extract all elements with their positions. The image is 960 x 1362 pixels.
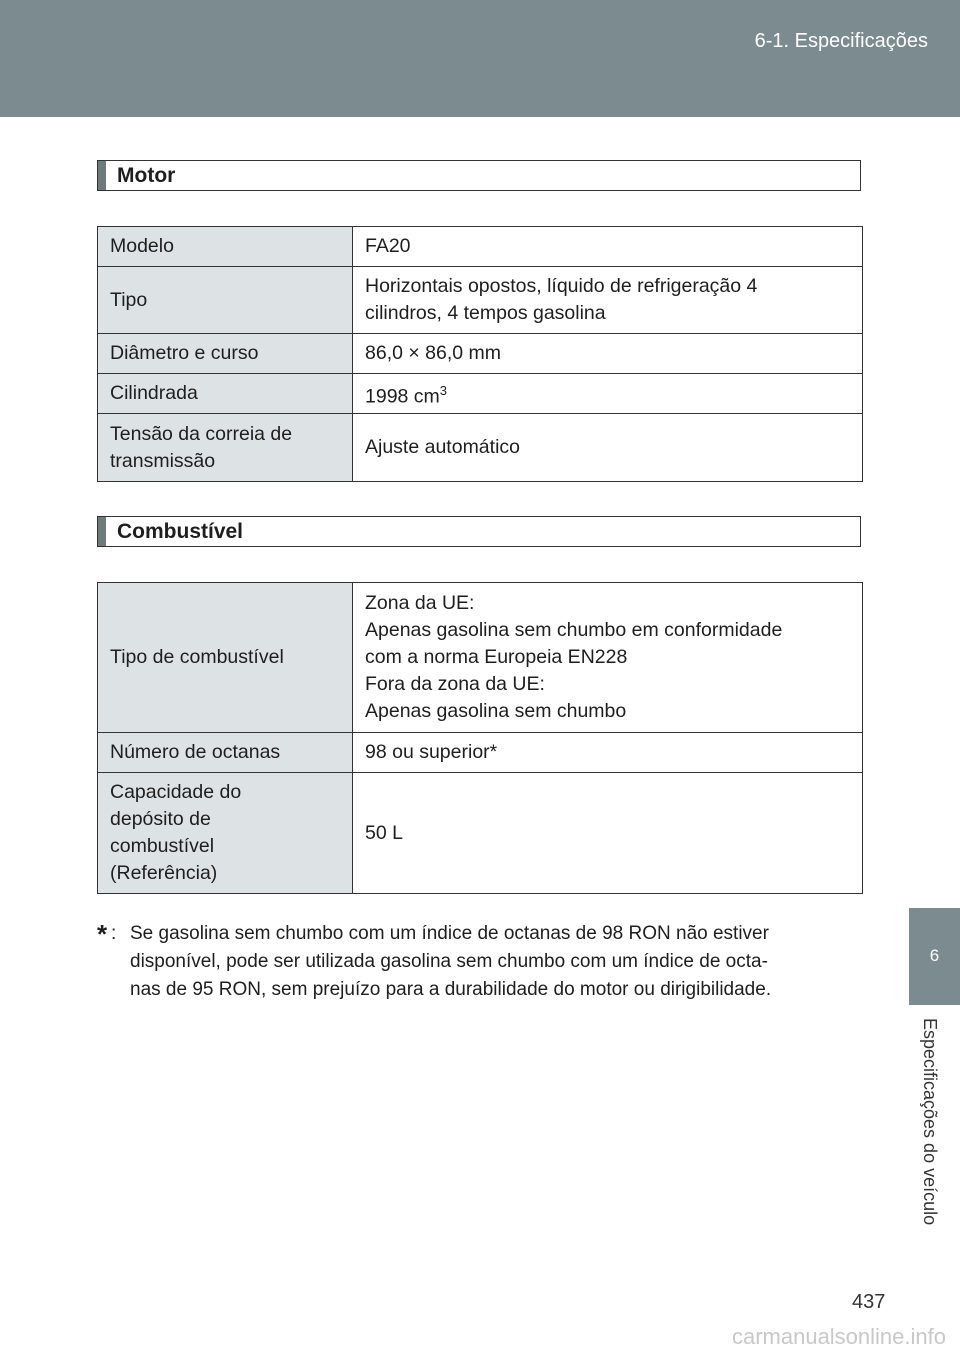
chapter-label-wrap: [910, 1018, 950, 1258]
row-value: [353, 583, 863, 733]
value-line: Apenas gasolina sem chumbo em conformidade: [365, 619, 783, 641]
value-superscript: 3: [439, 382, 448, 398]
row-value: 50 L: [353, 773, 863, 894]
row-label: Tipo de combustível: [98, 583, 353, 733]
motor-title: Motor: [117, 164, 176, 187]
table-row: [98, 773, 863, 894]
table-row: [98, 267, 863, 334]
footnote-marker: *: [97, 919, 108, 949]
row-value: 86,0 × 86,0 mm: [353, 334, 863, 374]
label-line: depósito de: [110, 808, 211, 830]
motor-table: [97, 226, 863, 482]
footnote-line: Se gasolina sem chumbo com um índice de octanas de 98 RON não estiver: [130, 923, 769, 944]
table-row: [98, 334, 863, 374]
watermark: carmanualsonline.info: [731, 1324, 946, 1349]
row-label: [98, 414, 353, 482]
chapter-label: Especificações do veículo: [920, 1018, 940, 1226]
fuel-title: Combustível: [117, 520, 244, 543]
row-label: Número de octanas: [98, 733, 353, 773]
label-line: combustível: [110, 835, 215, 857]
label-line: (Referência): [110, 862, 218, 884]
footnote: [97, 920, 861, 1004]
row-value: FA20: [353, 227, 863, 267]
footnote-colon: :: [111, 923, 117, 944]
row-value: 98 ou superior*: [353, 733, 863, 773]
footnote-line: disponível, pode ser utilizada gasolina sem chumbo com um índice de octa-: [130, 951, 768, 972]
value-line: Apenas gasolina sem chumbo: [365, 700, 627, 722]
row-label: [98, 773, 353, 894]
fuel-heading: [97, 516, 861, 547]
motor-heading: [97, 160, 861, 191]
value-line: com a norma Europeia EN228: [365, 646, 628, 668]
heading-accent: [98, 161, 106, 190]
chapter-tab[interactable]: [909, 908, 960, 1005]
section-title: 6-1. Especificações: [754, 30, 928, 52]
fuel-table: [97, 582, 863, 894]
row-label: Modelo: [98, 227, 353, 267]
heading-accent: [98, 517, 106, 546]
row-label: Cilindrada: [98, 374, 353, 414]
table-row: [98, 414, 863, 482]
table-row: [98, 227, 863, 267]
footnote-text: [130, 920, 861, 1004]
row-value: [353, 267, 863, 334]
row-label: Tipo: [98, 267, 353, 334]
value-line: Zona da UE:: [365, 592, 475, 614]
row-label: Diâmetro e curso: [98, 334, 353, 374]
value-line: Horizontais opostos, líquido de refrigeração 4: [365, 275, 758, 297]
value-line: cilindros, 4 tempos gasolina: [365, 302, 606, 324]
label-line: Tensão da correia de: [110, 422, 293, 445]
row-value: [353, 374, 863, 414]
table-row: [98, 374, 863, 414]
label-line: Capacidade do: [110, 781, 242, 803]
table-row: [98, 733, 863, 773]
row-value: Ajuste automático: [353, 414, 863, 482]
chapter-number: 6: [929, 946, 940, 965]
table-row: [98, 583, 863, 733]
header-bar: [0, 0, 960, 117]
value-line: Fora da zona da UE:: [365, 673, 545, 695]
footnote-line: nas de 95 RON, sem prejuízo para a durabilidade do motor ou dirigibilidade.: [130, 979, 772, 1000]
label-line: transmissão: [110, 449, 216, 472]
value-text: 1998 cm: [365, 385, 440, 408]
page-number: 437: [852, 1291, 886, 1313]
